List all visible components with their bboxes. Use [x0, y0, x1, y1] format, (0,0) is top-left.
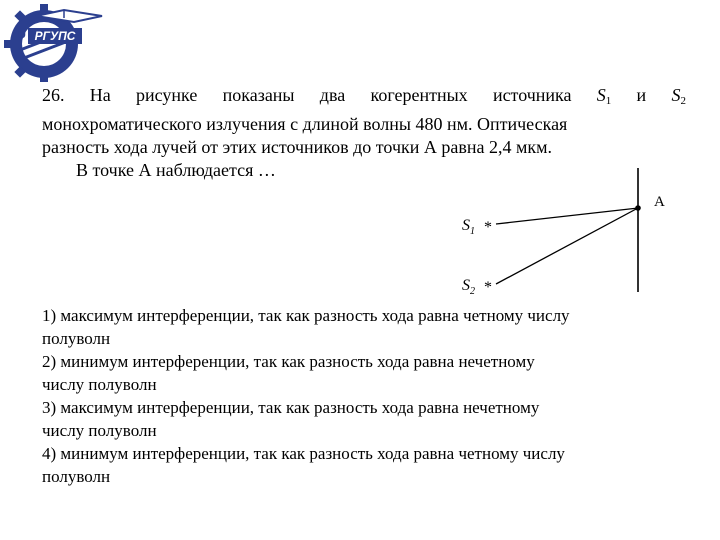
- answer-option-4[interactable]: 4) минимум интерференции, так как разность хода равна четному числу полуволн: [42, 444, 565, 486]
- s1-label: $S_1$: [462, 217, 475, 237]
- question-number: 26.: [42, 85, 65, 105]
- university-logo: [2, 2, 112, 82]
- s1-star: *: [484, 219, 492, 236]
- source-symbol-2: $S_2$: [671, 85, 686, 107]
- question-line-4: В точке А наблюдается …: [76, 160, 276, 180]
- logo-text: РГУПС: [34, 29, 76, 43]
- svg-text:U: U: [18, 29, 26, 41]
- source-symbol-1: $S_1$: [596, 85, 612, 107]
- question-line-2: монохроматического излучения с длиной волны 480 нм. Оптическая: [42, 114, 568, 134]
- point-a-label: A: [654, 194, 665, 210]
- question-line-3: разность хода лучей от этих источников до точки А равна 2,4 мкм.: [42, 137, 553, 157]
- s2-label: $S_2$: [462, 277, 475, 297]
- question-line-1: 26. На рисунке показаны два когерентных источника $S_1$ и $S_2$: [42, 84, 686, 113]
- sources-diagram: [448, 160, 688, 310]
- ray-from-s2: [496, 208, 638, 284]
- answer-option-2[interactable]: 2) минимум интерференции, так как разность хода равна нечетному числу полуволн: [42, 352, 535, 394]
- answer-options: [42, 304, 692, 488]
- s2-star: *: [484, 279, 492, 296]
- answer-option-1[interactable]: 1) максимум интерференции, так как разность хода равна четному числу полуволн: [42, 306, 570, 348]
- ray-from-s1: [496, 208, 638, 224]
- point-a-dot: [635, 205, 641, 211]
- answer-option-3[interactable]: 3) максимум интерференции, так как разность хода равна нечетному числу полуволн: [42, 398, 540, 440]
